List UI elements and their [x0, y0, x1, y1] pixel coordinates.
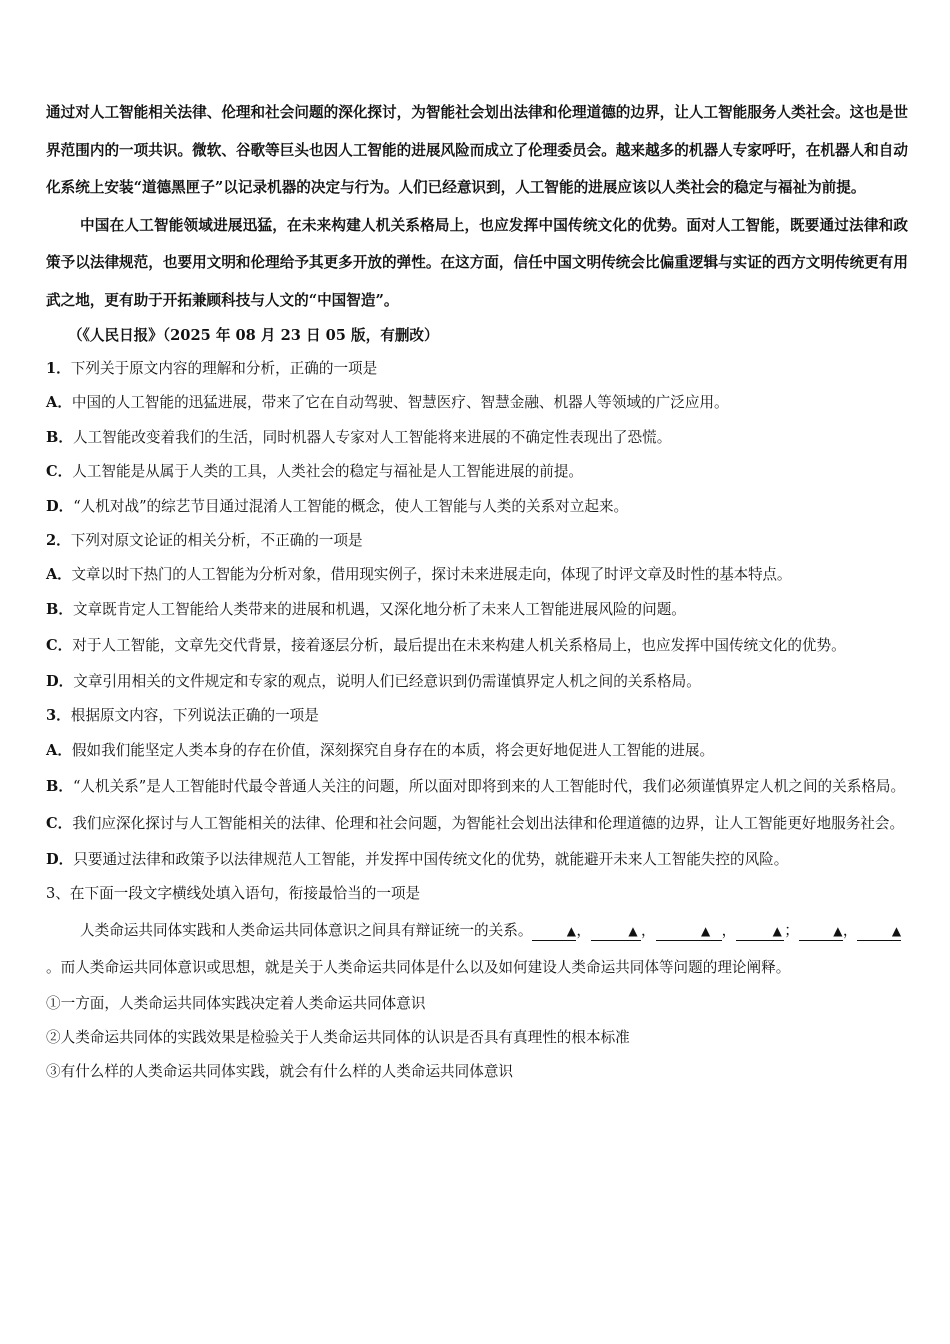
- question-stem: 下列关于原文内容的理解和分析，正确的一项是: [70, 360, 378, 377]
- question-stem: 下列对原文论证的相关分析，不正确的一项是: [70, 532, 363, 550]
- document-page: [46, 94, 908, 1089]
- question-3: 3．根据原文内容，下列说法正确的一项是: [46, 707, 319, 725]
- option-b: B．文章既肯定人工智能给人类带来的进展和机遇，又深化地分析了未来人工智能进展风险的问题。: [46, 600, 686, 618]
- question-stem: 根据原文内容，下列说法正确的一项是: [70, 707, 319, 725]
- option-d: D．“人机对战”的综艺节目通过混淆人工智能的概念，使人工智能与人类的关系对立起来。: [46, 497, 629, 515]
- blank-6: ▲: [857, 922, 901, 941]
- statement-1: ①一方面，人类命运共同体实践决定着人类命运共同体意识: [46, 994, 426, 1012]
- passage-source: （《人民日报》（2025 年 08 月 23 日 05 版，有删改）: [68, 327, 439, 344]
- option-c: C．对于人工智能，文章先交代背景，接着逐层分析，最后提出在未来构建人机关系格局上，也应发挥中国传统文化的优势。: [46, 637, 846, 655]
- blank-5: ▲: [799, 922, 843, 941]
- question-2: 2．下列对原文论证的相关分析，不正确的一项是: [46, 532, 363, 550]
- option-a: A．假如我们能坚定人类本身的存在价值，深刻探究自身存在的本质，将会更好地促进人工智能的进展。: [46, 741, 715, 759]
- passage-paragraph-1: 通过对人工智能相关法律、伦理和社会问题的深化探讨，为智能社会划出法律和伦理道德的边界，让人工智能服务人类社会。这也是世界范围内的一项共识。微软、谷歌等巨头也因人工智能的进展风险而成立了伦理委员会。越来越多的机器人专家呼吁，在机器人和自动化系统上安装“道德黑匣子”以记录机器的决定与行为。人们已经意识到，人工智能的进展应该以人类社会的稳定与福祉为前提。: [46, 104, 908, 196]
- fill-blank-paragraph: 人类命运共同体实践和人类命运共同体意识之间具有辩证统一的关系。 ▲， ▲ ， ▲ ， ▲ ； ▲， ▲。而人类命运共同体意识或思想，就是关于人类命运共同体是什么以及如何建设人类命运共同体等问题的理论阐释。: [46, 921, 902, 977]
- option-d: D．只要通过法律和政策予以法律规范人工智能，并发挥中国传统文化的优势，就能避开未来人工智能失控的风险。: [46, 850, 789, 868]
- statement-3: ③有什么样的人类命运共同体实践，就会有什么样的人类命运共同体意识: [46, 1062, 514, 1080]
- blank-1: ▲: [532, 922, 576, 941]
- option-d: D．文章引用相关的文件规定和专家的观点，说明人们已经意识到仍需谨慎界定人机之间的关系格局。: [46, 672, 701, 690]
- option-a: A．中国的人工智能的迅猛进展，带来了它在自动驾驶、智慧医疗、智慧金融、机器人等领域的广泛应用。: [46, 394, 729, 412]
- option-a: A．文章以时下热门的人工智能为分析对象，借用现实例子，探讨未来进展走向，体现了时评文章及时性的基本特点。: [46, 566, 792, 584]
- statement-2: ②人类命运共同体的实践效果是检验关于人类命运共同体的认识是否具有真理性的根本标准: [46, 1028, 630, 1046]
- question-1: 1．下列关于原文内容的理解和分析，正确的一项是: [46, 360, 378, 377]
- option-c: C．我们应深化探讨与人工智能相关的法律、伦理和社会问题，为智能社会划出法律和伦理道德的边界，让人工智能更好地服务社会。: [46, 815, 905, 833]
- blank-2: ▲: [591, 922, 641, 941]
- passage-paragraph-2: 中国在人工智能领域进展迅猛，在未来构建人机关系格局上，也应发挥中国传统文化的优势。面对人工智能，既要通过法律和政策予以法律规范，也要用文明和伦理给予其更多开放的弹性。在这方面，信任中国文明传统会比偏重逻辑与实证的西方文明传统更有用武之地，更有助于开拓兼顾科技与人文的“中国智造”。: [46, 216, 908, 309]
- blank-3: ▲: [656, 922, 722, 941]
- option-b: B．人工智能改变着我们的生活，同时机器人专家对人工智能将来进展的不确定性表现出了恐慌。: [46, 428, 672, 446]
- blank-4: ▲: [736, 922, 784, 941]
- question-fill-blank: 3、在下面一段文字横线处填入语句，衔接最恰当的一项是: [46, 885, 421, 903]
- option-c: C．人工智能是从属于人类的工具，人类社会的稳定与福祉是人工智能进展的前提。: [46, 463, 584, 481]
- option-b: B．“人机关系”是人工智能时代最令普通人关注的问题，所以面对即将到来的人工智能时代，我们必须谨慎界定人机之间的关系格局。: [46, 777, 906, 795]
